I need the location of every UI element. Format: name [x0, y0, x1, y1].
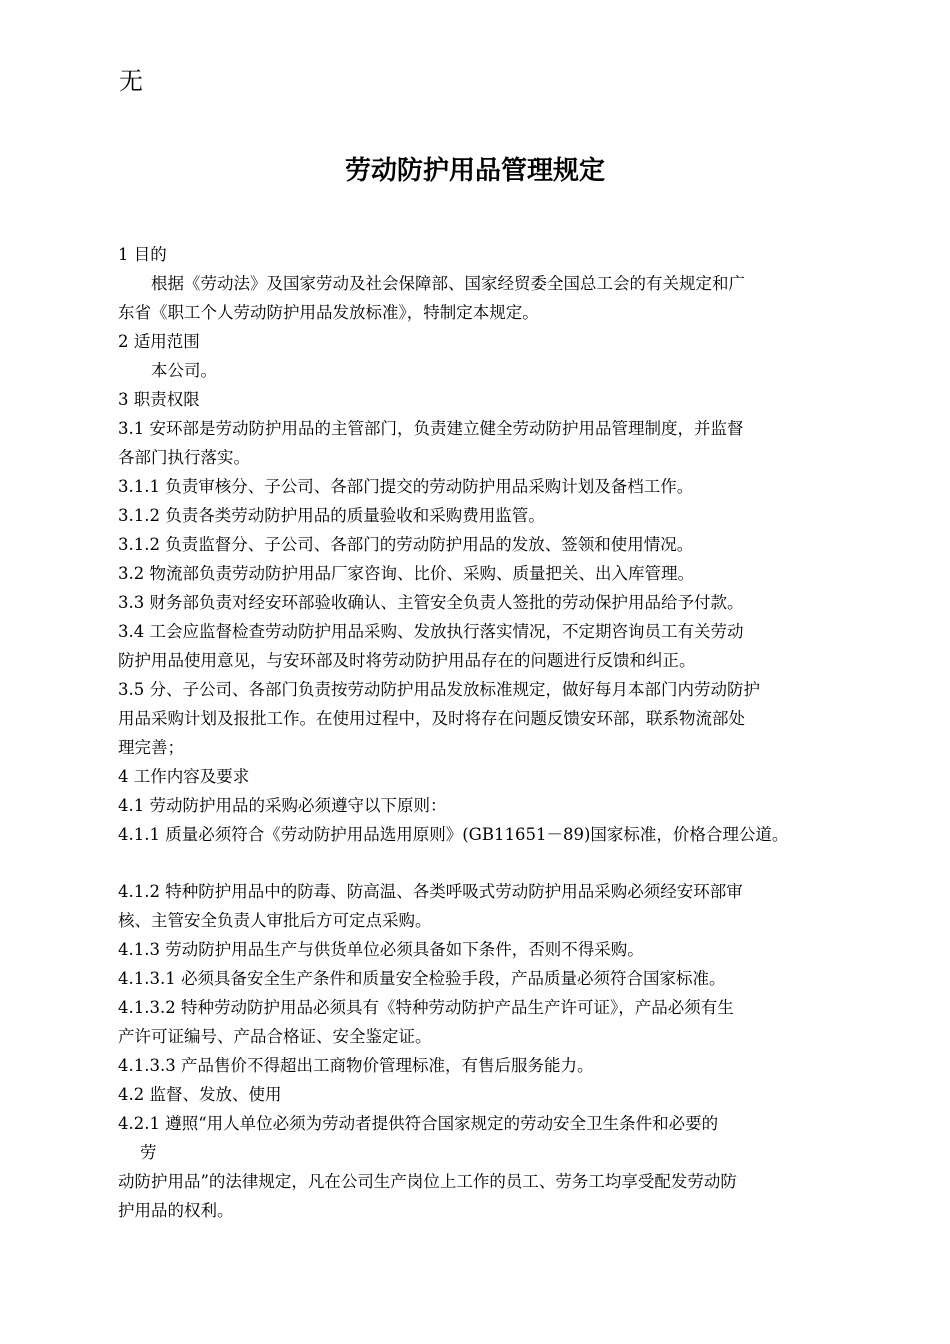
paragraph-line: 3.3 财务部负责对经安环部验收确认、主管安全负责人签批的劳动保护用品给予付款。: [118, 593, 744, 612]
paragraph-line: 3.1 安环部是劳动防护用品的主管部门，负责建立健全劳动防护用品管理制度，并监督: [118, 419, 744, 438]
paragraph-line: 4.2 监督、发放、使用: [118, 1085, 282, 1104]
paragraph-line: 防护用品使用意见，与安环部及时将劳动防护用品存在的问题进行反馈和纠正。: [118, 651, 696, 670]
section-heading: 2 适用范围: [118, 332, 200, 351]
paragraph-line: 3.5 分、子公司、各部门负责按劳动防护用品发放标准规定，做好每月本部门内劳动防护: [118, 680, 760, 699]
paragraph-line: 用品采购计划及报批工作。在使用过程中，及时将存在问题反馈安环部，联系物流部处: [118, 709, 745, 728]
paragraph-line: 核、主管安全负责人审批后方可定点采购。: [118, 911, 432, 930]
section-heading: 4 工作内容及要求: [118, 767, 250, 786]
paragraph-line: 4.1.2 特种防护用品中的防毒、防高温、各类呼吸式劳动防护用品采购必须经安环部审: [118, 882, 743, 901]
paragraph-line: 东省《职工个人劳动防护用品发放标准》，特制定本规定。: [118, 303, 539, 322]
paragraph-line: 劳: [140, 1143, 157, 1162]
paragraph-line: 动防护用品”的法律规定，凡在公司生产岗位上工作的员工、劳务工均享受配发劳动防: [118, 1172, 737, 1191]
paragraph-line: 根据《劳动法》及国家劳动及社会保障部、国家经贸委全国总工会的有关规定和广: [151, 274, 745, 293]
paragraph-line: 4.1.1 质量必须符合《劳动防护用品选用原则》(GB11651－89)国家标准，价格合理公道。: [118, 825, 789, 844]
paragraph-line: 3.4 工会应监督检查劳动防护用品采购、发放执行落实情况，不定期咨询员工有关劳动: [118, 622, 744, 641]
paragraph-line: 3.1.2 负责监督分、子公司、各部门的劳动防护用品的发放、签领和使用情况。: [118, 535, 694, 554]
document-title: 劳动防护用品管理规定: [344, 156, 605, 186]
section-heading: 1 目的: [118, 245, 167, 264]
paragraph-line: 3.1.2 负责各类劳动防护用品的质量验收和采购费用监管。: [118, 506, 545, 525]
paragraph-line: 护用品的权利。: [118, 1201, 234, 1220]
paragraph-line: 各部门执行落实。: [118, 448, 250, 467]
paragraph-line: 理完善；: [118, 738, 184, 757]
paragraph-line: 4.1.3 劳动防护用品生产与供货单位必须具备如下条件，否则不得采购。: [118, 940, 644, 959]
paragraph-line: 本公司。: [151, 361, 217, 380]
paragraph-line: 4.1.3.3 产品售价不得超出工商物价管理标准，有售后服务能力。: [118, 1056, 594, 1075]
paragraph-line: 4.1.3.2 特种劳动防护用品必须具有《特种劳动防护产品生产许可证》，产品必须有生: [118, 998, 734, 1017]
paragraph-line: 3.1.1 负责审核分、子公司、各部门提交的劳动防护用品采购计划及备档工作。: [118, 477, 694, 496]
paragraph-line: 3.2 物流部负责劳动防护用品厂家咨询、比价、采购、质量把关、出入库管理。: [118, 564, 694, 583]
blank-line: [118, 849, 853, 877]
paragraph-line: 4.1 劳动防护用品的采购必须遵守以下原则：: [118, 796, 447, 815]
section-heading: 3 职责权限: [118, 390, 200, 409]
header-mark: 无: [119, 67, 143, 95]
paragraph-line: 产许可证编号、产品合格证、安全鉴定证。: [118, 1027, 432, 1046]
paragraph-line: 4.2.1 遵照“用人单位必须为劳动者提供符合国家规定的劳动安全卫生条件和必要的: [118, 1114, 719, 1133]
document-body: [118, 240, 853, 1225]
paragraph-line: 4.1.3.1 必须具备安全生产条件和质量安全检验手段，产品质量必须符合国家标准。: [118, 969, 726, 988]
